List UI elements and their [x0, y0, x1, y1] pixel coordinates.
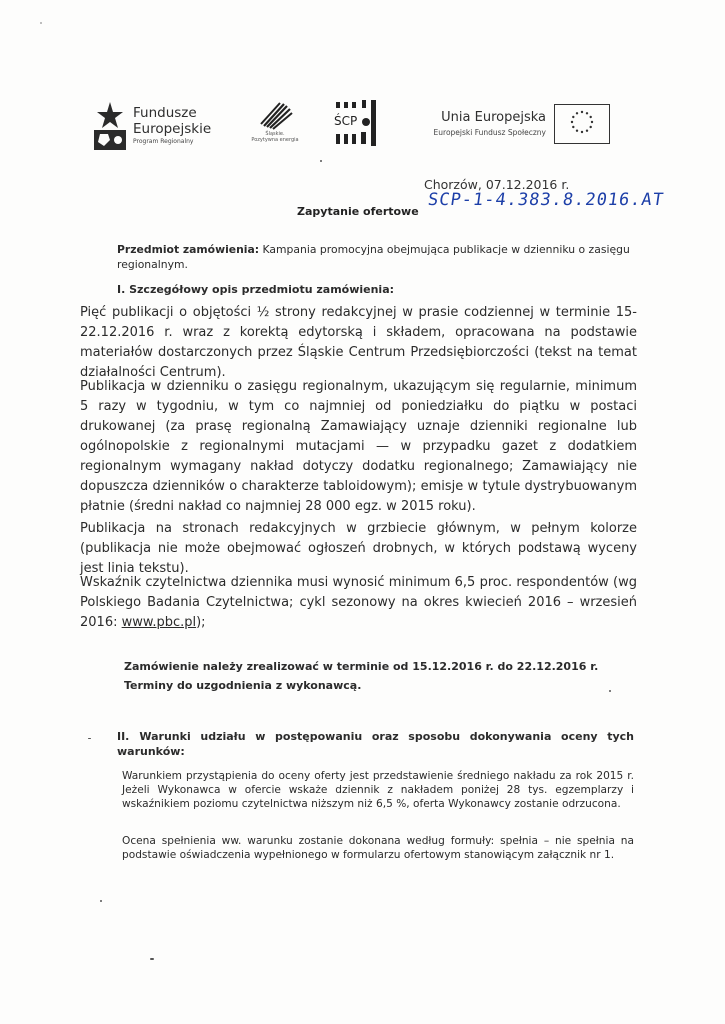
scan-speck — [40, 22, 42, 24]
section1-paragraph-1: Pięć publikacji o objętości ½ strony redakcyjnej w prasie codziennej w terminie 15-22.12.2016 r. wraz z korektą edytorską i składem, opracowana na podstawie materiałów dostarczonych przez Śląskie Centrum Przedsiębiorczości (tekst na temat działalności Centrum). — [80, 305, 637, 380]
readership-paragraph — [80, 573, 637, 633]
deadline-line1: Zamówienie należy zrealizować w terminie od 15.12.2016 r. do 22.12.2016 r. — [124, 660, 599, 673]
section1-heading: I. Szczegółowy opis przedmiotu zamówienia: — [117, 283, 395, 296]
slaskie-line1: Śląskie. — [265, 131, 285, 137]
scan-speck — [609, 690, 611, 692]
scan-speck — [320, 160, 322, 162]
fe-star-icon — [92, 100, 128, 152]
scan-speck — [88, 738, 91, 739]
section1-paragraph-2: Publikacja w dzienniku o zasięgu regionalnym, ukazującym się regularnie, minimum 5 razy w tygodniu, w tym co najmniej od poniedziałku do piątku w postaci drukowanej (za prasę regionalną Zamawiający uznaje dzienniki regionalne lub ogólnopolskie z regionalnymi mutacjami — w przypadku gazet z dodatkiem regionalnym wymagany nakład dotyczy dodatku regionalnego; Zamawiający nie dopuszcza dzienników o charakterze tabloidowym); emisje w tytule dystrybuowanym płatnie (średni nakład co najmniej 28 000 egz. w 2015 roku). — [80, 379, 637, 514]
fundusze-europejskie-logo — [92, 100, 227, 152]
scan-speck — [100, 900, 102, 902]
ue-subtitle: Europejski Fundusz Społeczny — [433, 128, 546, 137]
scp-logo — [334, 100, 378, 146]
eu-flag-icon — [554, 104, 610, 144]
fe-title-line2: Europejskie — [133, 121, 212, 137]
subject-label: Przedmiot zamówienia: — [117, 243, 260, 256]
slaskie-swirl-icon — [246, 100, 304, 130]
pbc-link[interactable]: www.pbc.pl — [121, 615, 197, 630]
slaskie-logo — [246, 100, 304, 152]
deadline-block — [124, 657, 640, 695]
scp-label: ŚCP — [334, 114, 358, 128]
fe-title — [133, 105, 211, 137]
section1-paragraph-3: Publikacja na stronach redakcyjnych w grzbiecie głównym, w pełnym kolorze (publikacja nie może obejmować ogłoszeń drobnych, w których podstawą wyceny jest linia tekstu). — [80, 521, 637, 576]
deadline-line2: Terminy do uzgodnienia z wykonawcą. — [124, 679, 362, 692]
slaskie-line2: Pozytywna energia — [251, 137, 299, 143]
handwritten-reference: SCP-1-4.383.8.2016.AT — [426, 190, 666, 210]
ue-text-block — [400, 110, 546, 137]
section2-number: II. — [117, 730, 130, 743]
slaskie-text — [246, 131, 304, 143]
section2-heading — [117, 729, 634, 759]
fe-subtitle: Program Regionalny — [133, 138, 194, 145]
section2-paragraph-2: Ocena spełnienia ww. warunku zostanie dokonana według formuły: spełnia – nie spełnia na podstawie oświadczenia wypełnionego w formularzu ofertowym stanowiącym załącznik nr 1. — [122, 835, 634, 861]
section2-heading-text: Warunki udziału w postępowaniu oraz sposobu dokonywania oceny tych warunków: — [117, 730, 634, 758]
place-date: Chorzów, 07.12.2016 r. — [424, 177, 570, 192]
subject-block — [117, 242, 637, 272]
readership-text: Wskaźnik czytelnictwa dziennika musi wynosić minimum 6,5 proc. respondentów (wg Polskiego Badania Czytelnictwa; cykl sezonowy na okres kwiecień 2016 – wrzesień 2016: — [80, 575, 637, 630]
fe-title-line1: Fundusze — [133, 105, 197, 121]
section2-paragraph-1: Warunkiem przystąpienia do oceny oferty jest przedstawienie średniego nakładu za rok 2015 r. Jeżeli Wykonawca w ofercie wskaże dziennik z nakładem poniżej 28 tys. egzemplarzy i wskaźnikiem poziomu czytelnictwa niższym niż 6,5 %, oferta Wykonawcy zostanie odrzucona. — [122, 770, 634, 810]
ue-title: Unia Europejska — [441, 110, 546, 125]
scan-speck — [150, 958, 154, 960]
subject-text: Kampania promocyjna obejmująca publikacje w dzienniku o zasięgu regionalnym. — [117, 243, 630, 271]
readership-end: ); — [196, 615, 206, 630]
document-title: Zapytanie ofertowe — [297, 205, 419, 218]
